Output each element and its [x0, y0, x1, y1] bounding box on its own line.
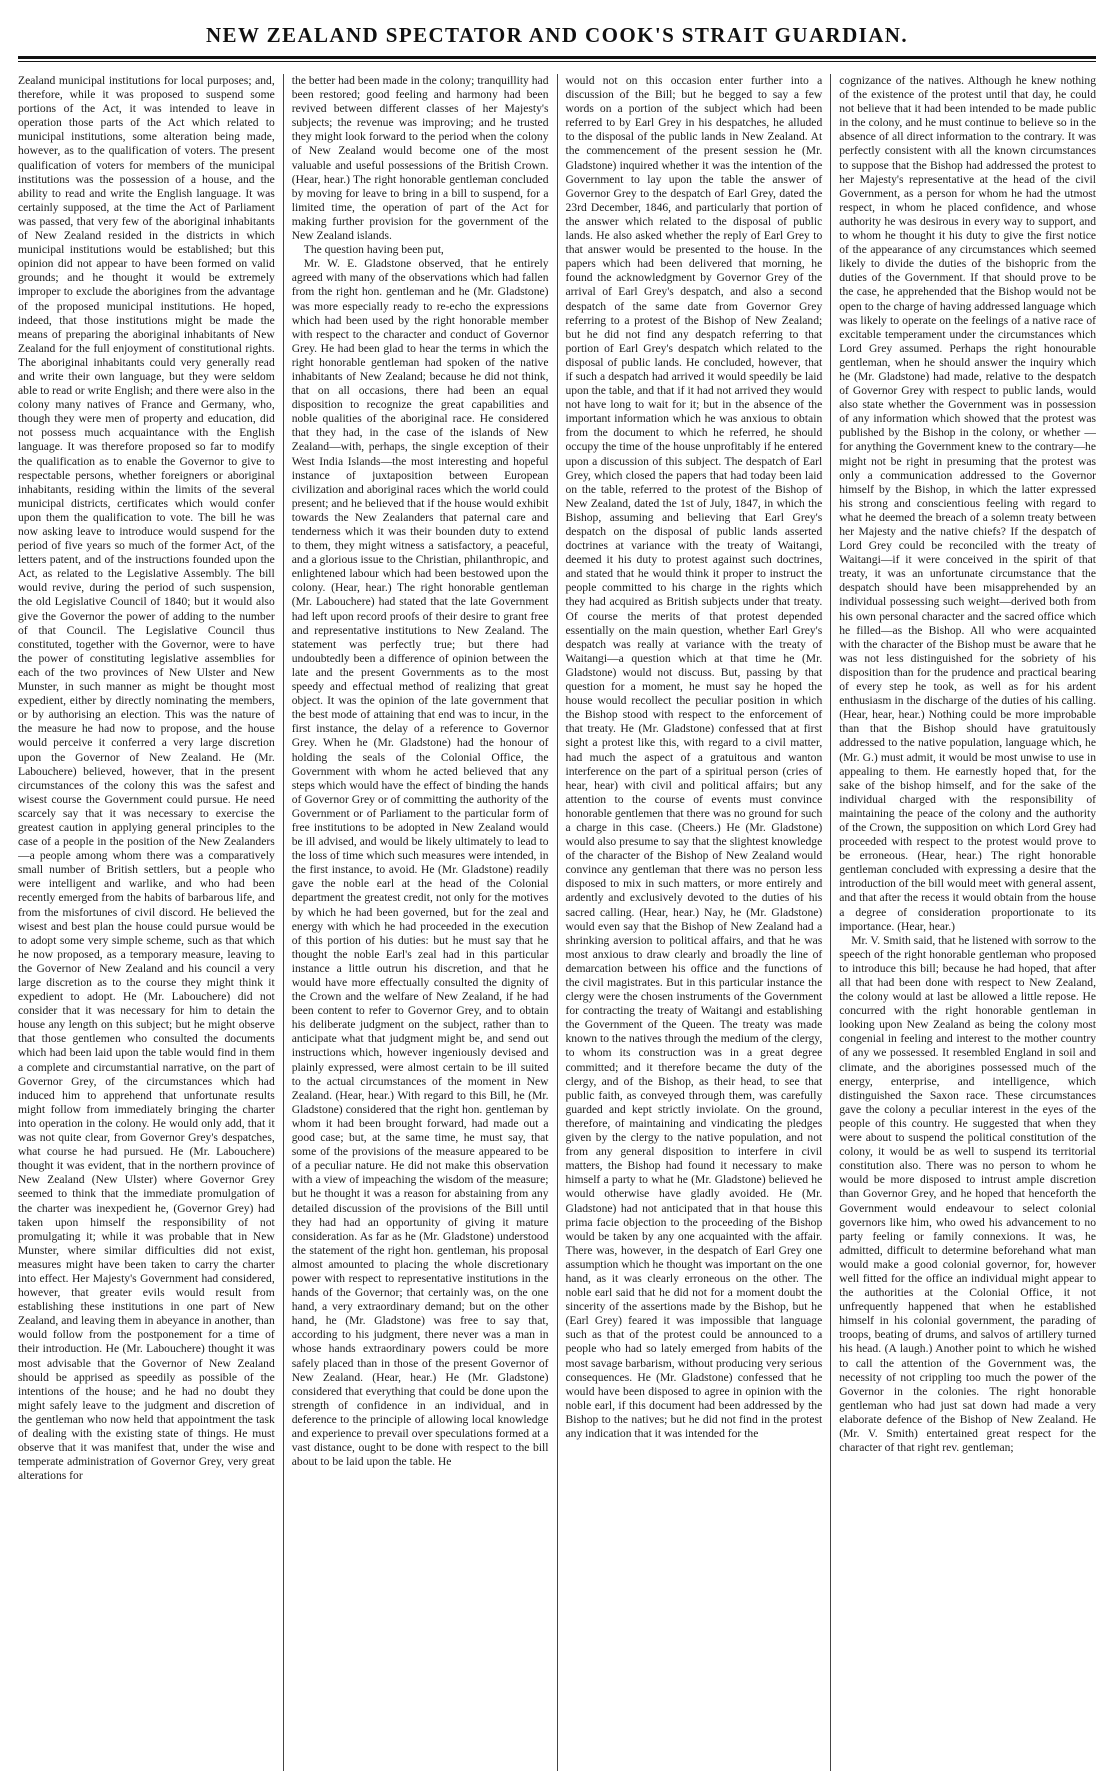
column-4-paragraph-1: cognizance of the natives. Although he knew nothing of the existence of the protest until that day, he could not believe that it had been intended to be made public in the colony, and he must continue to believe so in the absence of all direct information to the contrary. It was perfectly consistent with all the known circumstances to suppose that the Bishop had addressed the protest to her Majesty's representative at the head of the civil Government, as a person for whom he had the utmost respect, in whom he placed confidence, and whose authority he was desirous in every way to support, and to whom he thought it his duty to give the first notice of the appearance of any circumstances which seemed likely to divide the duties of the bishopric from the duties of the Government. If that should prove to be the case, he apprehended that the Bishop would not be open to the charge of having addressed language which was likely to operate on the feelings of a native race of excitable temperament under the circumstances which Lord Grey assumed. Perhaps the right honourable gentleman, when he should answer the inquiry which he (Mr. Gladstone) had made, relative to the despatch of Governor Grey with respect to public lands, would also state whether the Government was in possession of any information which showed that the protest was published by the Bishop in the colony, or whether —for anything the Government knew to the contrary—he might not be right in presuming that the protest was only a communication addressed to the Governor himself by the Bishop, in which the latter expressed his strong and conscientious feeling with regard to what he deemed the breach of a solemn treaty between her Majesty and the native chiefs? If the despatch of Lord Grey could be reconciled with the treaty of Waitangi—if it were conceived in the spirit of that treaty, it was an unfortunate circumstance that the despatch should have been misapprehended by an individual possessing such weight—derived both from his own personal character and the sacred office which he filled—as the Bishop. All who were acquainted with the character of the Bishop must be aware that he was not less distinguished for the sobriety of his disposition than for the prudence and practical bearing of every step he took, as well as for his ardent enthusiasm in the discharge of the duties of his calling. (Hear, hear, hear.) Nothing could be more improbable than that the Bishop should have gratuitously addressed to the native population, language which, he (Mr. G.) must admit, it would be most unwise to use in appealing to them. He earnestly hoped that, for the sake of the bishop himself, and for the sake of the individual charged with the responsibility of maintaining the peace of the colony and the authority of the Crown, the supposition on which Lord Grey had proceeded with respect to the protest would prove to be erroneous. (Hear, hear.) The right honorable gentleman concluded with expressing a desire that the introduction of the bill would meet with general assent, and that after the recess it would obtain from the house a degree of consideration proportionate to its importance. (Hear, hear.): [839, 74, 1096, 933]
column-1-paragraph-1: Zealand municipal institutions for local purposes; and, therefore, while it was proposed to suspend some portions of the Act, it was intended to leave in operation those parts of the Act which related to municipal institutions, some alteration being made, however, as to the qualification of voters. The present qualification of voters for members of the municipal institutions was the possession of a house, and the ability to read and write the English language. It was certainly supposed, at the time the Act of Parliament was passed, that very few of the aboriginal inhabitants of New Zealand resided in the districts in which municipal institutions would be established; but this opinion did not appear to have been formed on valid grounds; and he thought it would be extremely improper to exclude the aborigines from the advantage of the proposed municipal institutions. He hoped, indeed, that those institutions might be made the means of preparing the aboriginal inhabitants of New Zealand for the full enjoyment of constitutional rights. The aboriginal inhabitants could very generally read and write their own language, but they were seldom able to read or write English; and there were also in the colony many natives of France and Germany, who, though they were men of property and education, did not possess much acquaintance with the English language. It was therefore proposed so far to modify the qualification as to enable the Governor to give to respectable persons, whether foreigners or aboriginal inhabitants, residing within the limits of the several municipal districts, certificates which would confer upon them the qualification to vote. The bill he was now asking leave to introduce would suspend for the period of five years so much of the former Act, of the letters patent, and of the instructions founded upon the Act, as related to the Legislative Assembly. The bill would revive, during the period of such suspension, the old Legislative Council of 1840; but it would also give the Governor the power of adding to the number of that Council. The Legislative Council thus constituted, together with the Governor, were to have the power of constituting legislative assemblies for each of the two provinces of New Ulster and New Munster, in such manner as might be thought most expedient, either by directly nominating the members, or by authorising an election. This was the nature of the measure he had now to propose, and the house would perceive it conferred a very large discretion upon the Governor of New Zealand. He (Mr. Labouchere) believed, however, that in the present circumstances of the colony this was the safest and wisest course the Government could pursue. He need scarcely say that it was necessary to exercise the greatest caution in applying general principles to the case of a people in the position of the New Zealanders—a people among whom there was a comparatively small number of British settlers, but a people who were intelligent and warlike, and who had been recently emerged from the habits of barbarous life, and from the misfortunes of civil discord. He believed the wisest and best plan the house could pursue would be to adopt some very simple scheme, such as that which he now proposed, as a temporary measure, leaving to the Governor of New Zealand and his council a very large discretion as to the course they might think it expedient to adopt. He (Mr. Labouchere) did not consider that it was necessary for him to detain the house any length on this subject; but he might observe that those gentlemen who consulted the documents which had been laid upon the table would find in them a complete and circumstantial narrative, on the part of Governor Grey, of the circumstances which had induced him to apprehend that unfortunate results might follow from immediately bringing the charter into operation in the colony. He would only add, that it was not quite clear, from Governor Grey's despatches, what course he had pursued. He (Mr. Labouchere) thought it was evident, that in the northern province of New Zealand (New Ulster) where Governor Grey seemed to think that the immediate promulgation of the charter was inexpedient he, (Governor Grey) had taken upon himself the responsibility of not promulgating it; while it was probable that in New Munster, where similar difficulties did not exist, measures might have been taken to carry the charter into effect. Her Majesty's Government had considered, however, that greater evils would result from establishing these institutions in one part of New Zealand, and leaving them in abeyance in another, than would follow from the postponement for a time of their introduction. He (Mr. Labouchere) thought it was most advisable that the Governor of New Zealand should be apprised as speedily as possible of the intentions of the house; and he had no doubt they might safely leave to the judgment and discretion of the gentleman who now held that appointment the task of dealing with the existing state of things. He must observe that it was manifest that, under the wise and temperate administration of Governor Grey, very great alterations for: [18, 74, 275, 1483]
column-4: [830, 74, 1096, 1771]
column-3-paragraph-1: would not on this occasion enter further into a discussion of the Bill; but he begged to say a few words on a portion of the subject which had been referred to by Earl Grey in his despatches, he alluded to the disposal of the public lands in New Zealand. At the commencement of the present session he (Mr. Gladstone) inquired whether it was the intention of the Government to lay upon the table the answer of Governor Grey to the despatch of Earl Grey, dated the 23rd December, 1846, and particularly that portion of the answer which related to the disposal of public lands. He also asked whether the reply of Earl Grey to that answer would be presented to the house. In the papers which had been delivered that morning, he found the acknowledgment by Governor Grey of the arrival of Earl Grey's despatch, and also a second despatch of the same date from Governor Grey referring to a protest of the Bishop of New Zealand; but he did not find any despatch referring to that portion of Earl Grey's despatch which related to the disposal of public lands. He concluded, however, that if such a despatch had arrived it would speedily be laid upon the table, and that if it had not arrived they would not have long to wait for it; but in the absence of the important information which he was anxious to obtain from the document to which he referred, he should occupy the time of the house unprofitably if he entered upon a discussion of this subject. The despatch of Earl Grey, which closed the papers that had today been laid on the table, referred to the protest of the Bishop of New Zealand, dated the 1st of July, 1847, in which the Bishop, assuming and believing that Earl Grey's despatch on the disposal of public lands asserted doctrines at variance with the treaty of Waitangi, deemed it his duty to protest against such doctrines, and stated that he would think it proper to instruct the people committed to his charge in the rights which they had acquired as British subjects under that treaty. Of course the merits of that protest depended essentially on the main question, whether Earl Grey's despatch was really at variance with the treaty of Waitangi—a question which at that time he (Mr. Gladstone) would not discuss. But, passing by that question for a moment, he must say he hoped the house would recollect the peculiar position in which the Bishop stood with respect to the enforcement of that treaty. He (Mr. Gladstone) confessed that at first sight a protest like this, with regard to a civil matter, had much the aspect of a gratuitous and wanton interference on the part of a spiritual person (cries of hear, hear) with civil and political affairs; but any attention to the course of events must convince honorable gentlemen that there was no ground for such a charge in this case. (Cheers.) He (Mr. Gladstone) would also presume to say that the slightest knowledge of the character of the Bishop of New Zealand would convince any gentleman that there was no person less disposed to mix in such matters, or more entirely and ardently and exclusively devoted to the duties of his sacred calling. (Hear, hear.) Nay, he (Mr. Gladstone) would even say that the Bishop of New Zealand had a shrinking aversion to political affairs, and that he was most anxious to draw clearly and broadly the line of demarcation between his office and the functions of the civil magistrates. But in this particular instance the clergy were the chosen instruments of the Government for contracting the treaty of Waitangi and establishing the Government of the Queen. The treaty was made known to the natives through the medium of the clergy, to whom its construction was in a great degree committed; and it therefore became the duty of the clergy, and of the Bishop, as their head, to see that public faith, as conveyed through them, was carefully guarded and kept strictly inviolate. On the ground, therefore, of maintaining and vindicating the pledges given by the clergy to the native population, and not from any general disposition to interfere in civil matters, the Bishop had found it necessary to make himself a party to what he (Mr. Gladstone) believed he would otherwise have gladly avoided. He (Mr. Gladstone) had not anticipated that in that house this prima facie objection to the proceeding of the Bishop would be taken by any one acquainted with the affair. There was, however, in the despatch of Earl Grey one assumption which he thought was important on the one hand, as it was clearly erroneous on the other. The noble earl said that he did not for a moment doubt the sincerity of the assertions made by the Bishop, but he (Earl Grey) feared it was impossible that language such as that of the protest could be announced to a people who had so lately emerged from habits of the most savage barbarism, without producing very serious consequences. He (Mr. Gladstone) confessed that he would have been disposed to agree in opinion with the noble earl, if this document had been addressed by the Bishop to the natives; but he did not find in the protest any indication that it was intended for the: [565, 74, 823, 1440]
column-3: [557, 74, 831, 1771]
column-4-paragraph-2: Mr. V. Smith said, that he listened with sorrow to the speech of the right honorable gentleman who proposed to introduce this bill; because he had hoped, that after all that had been done with respect to New Zealand, the colony would at last be allowed a little repose. He concurred with the right honorable gentleman in looking upon New Zealand as being the colony most congenial in feeling and interest to the mother country of any we possessed. It resembled England in soil and climate, and the aborigines possessed much of the energy, enterprise, and intelligence, which distinguished the Saxon race. These circumstances gave the colony a peculiar interest in the eyes of the people of this country. He suggested that when they were about to suspend the political constitution of the colony, it would be as well to suspend its territorial constitution also. There was no person to whom he would be more disposed to intrust ample discretion than Governor Grey, and he hoped that henceforth the Government would endeavour to select colonial governors like him, who owed his advancement to no party feeling or family connexions. It was, he admitted, difficult to determine beforehand what man would make a good colonial governor, for, however well fitted for the office an individual might appear to the authorities at the Colonial Office, it not unfrequently happened that when he established himself in his colonial government, the parading of troops, beating of drums, and salvos of artillery turned his head. (A laugh.) Another point to which he wished to call the attention of the Government was, the necessity of not crippling too much the power of the Governor in the colonies. The right honorable gentleman who had just sat down had made a very elaborate defence of the Bishop of New Zealand. He (Mr. V. Smith) entertained great respect for the character of that right rev. gentleman;: [839, 933, 1096, 1455]
column-1: [18, 74, 283, 1771]
masthead-title: NEW ZEALAND SPECTATOR AND COOK'S STRAIT GUARDIAN.: [205, 23, 909, 47]
newspaper-page: [18, 16, 1096, 1771]
column-2-paragraph-1: the better had been made in the colony; tranquillity had been restored; good feeling and harmony had been revived between different classes of her Majesty's subjects; the revenue was improving; and he trusted they might look forward to the period when the colony of New Zealand would become one of the most valuable and useful possessions of the British Crown. (Hear, hear.) The right honorable gentleman concluded by moving for leave to bring in a bill to suspend, for a limited time, the operation of part of the Act for making further provision for the government of the New Zealand islands.: [291, 74, 549, 243]
column-2-paragraph-3: Mr. W. E. Gladstone observed, that he entirely agreed with many of the observations which had fallen from the right hon. gentleman and he (Mr. Gladstone) was more especially ready to re-echo the expressions which had been used by the right honorable member with respect to the character and conduct of Governor Grey. He had been glad to hear the terms in which the right honorable gentleman had spoken of the native inhabitants of New Zealand; because he did not think, that on all occasions, there had been an equal disposition to recognize the great capabilities and noble qualities of the aboriginal race. He considered that they had, in the case of the islands of New Zealand—with, perhaps, the single exception of their West India Islands—the most interesting and hopeful instance of juxtaposition between European civilization and aboriginal races which the world could present; and he believed that if the house would exhibit towards the New Zealanders that paternal care and tenderness which it was their bounden duty to extend to them, they might witness a satisfactory, a peaceful, and a glorious issue to the Christian, philanthropic, and enlightened labour which had been bestowed upon the colony. (Hear, hear.) The right honorable gentleman (Mr. Labouchere) had stated that the late Government had left upon record proofs of their desire to grant free and representative institutions to New Zealand. The statement was perfectly true; but there had undoubtedly been a difference of opinion between the late and the present Governments as to the most speedy and effectual method of realizing that great object. It was the opinion of the late government that the best mode of attaining that end was to incur, in the first instance, the delay of a reference to Governor Grey. When he (Mr. Gladstone) had the honour of holding the seals of the Colonial Office, the Government with whom he acted believed that any steps which would have the effect of binding the hands of Governor Grey or of committing the authority of the Government or of Parliament to the particular form of free institutions to be adopted in New Zealand would be ill advised, and would be likely ultimately to lead to the loss of time which such measures were intended, in the first instance, to avoid. He (Mr. Gladstone) readily gave the noble earl at the head of the Colonial department the greatest credit, not only for the motives by which he had been governed, but for the zeal and energy with which he had proceeded in the execution of this portion of his duties: but he must say that he thought the noble Earl's zeal had in this particular instance a little outrun his discretion, and that he would have more effectually consulted the dignity of the Crown and the welfare of New Zealand, if he had been content to refer to Governor Grey, and to obtain his deliberate judgment on the subject, rather than to anticipate what that judgment might be, and send out instructions which, however ingeniously devised and plainly expressed, were almost certain to be ill suited to the actual circumstances of the moment in New Zealand. (Hear, hear.) With regard to this Bill, he (Mr. Gladstone) considered that the right hon. gentleman by whom it had been brought forward, had made out a good case; but, at the same time, he must say, that some of the provisions of the measure appeared to be of a peculiar nature. He did not make this observation with a view of impeaching the wisdom of the measure; but he thought it was a reason for abstaining from any detailed discussion of the provisions of the Bill until they had had an opportunity of giving it mature consideration. As far as he (Mr. Gladstone) understood the statement of the right hon. gentleman, his proposal almost amounted to placing the whole discretionary power with respect to representative institutions in the hands of the Governor; that certainly was, on the one hand, a very extraordinary demand; but on the other hand, he (Mr. Gladstone) was free to say that, according to his judgment, there never was a man in whose hands extraordinary powers could be more safely placed than in those of the present Governor of New Zealand. (Hear, hear.) He (Mr. Gladstone) considered that everything that could be done upon the strength of confidence in an individual, and in deference to the principle of allowing local knowledge and experience to prevail over speculations formed at a vast distance, ought to be done with respect to the bill about to be laid upon the table. He: [291, 257, 549, 1469]
column-2: [283, 74, 557, 1771]
masthead-rule-thick: [18, 56, 1096, 59]
text-columns: [18, 74, 1096, 1771]
column-2-paragraph-2: The question having been put,: [303, 243, 444, 257]
masthead-rule-thin: [18, 61, 1096, 62]
